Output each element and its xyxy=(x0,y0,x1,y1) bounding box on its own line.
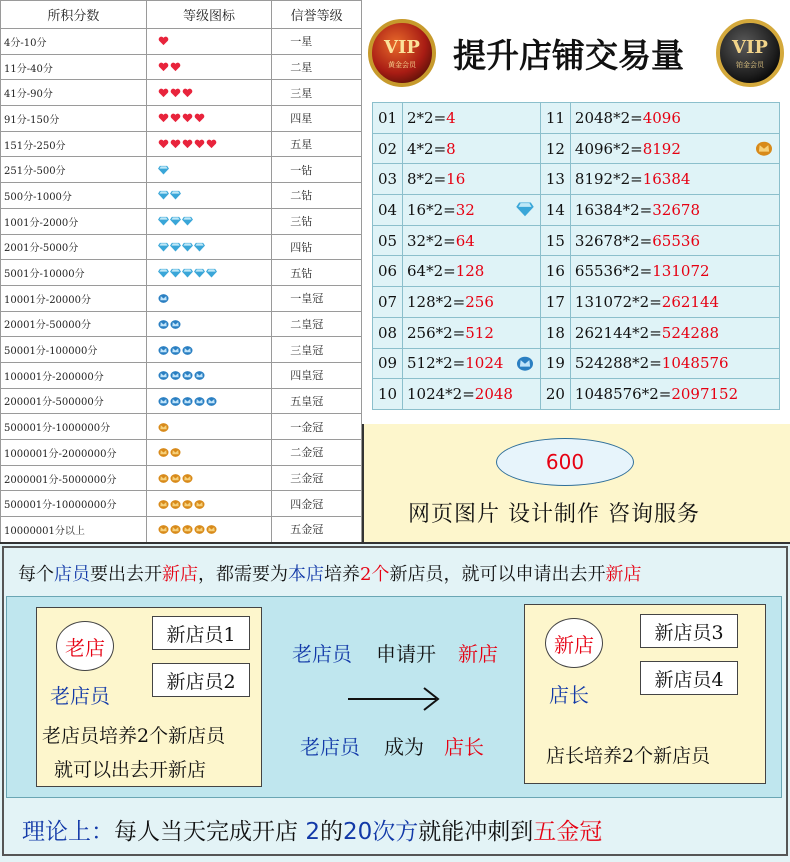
doubling-row xyxy=(373,133,780,164)
diamond-icon xyxy=(194,268,205,278)
step-number: 11 xyxy=(540,103,570,134)
new-staff-3-box: 新店员3 xyxy=(640,614,738,648)
rank-score-range: 20001分-50000分 xyxy=(1,311,147,337)
blue-crown-icon xyxy=(170,370,181,380)
mid-manager-label: 店长 xyxy=(444,735,484,759)
step-result: 32 xyxy=(455,200,475,219)
step-equation xyxy=(403,317,541,348)
blue-crown-icon xyxy=(158,370,169,380)
rank-table-header xyxy=(1,1,362,29)
rank-icons xyxy=(146,388,272,414)
blue-crown-icon xyxy=(170,319,181,329)
step-result: 128 xyxy=(455,262,485,281)
step-number: 13 xyxy=(540,164,570,195)
step-result: 2048 xyxy=(474,385,513,404)
rank-icons xyxy=(146,29,272,55)
manager-label: 店长 xyxy=(549,683,589,707)
step-number: 09 xyxy=(373,348,403,379)
blue-crown-icon xyxy=(194,370,205,380)
rank-score-range: 91分-150分 xyxy=(1,106,147,132)
old-store-circle: 老店 xyxy=(56,621,114,671)
gold-crown-icon xyxy=(170,524,181,534)
rank-icons xyxy=(146,260,272,286)
rank-row xyxy=(1,362,362,388)
rank-icons xyxy=(146,208,272,234)
rule-segment: 每个 xyxy=(18,564,54,585)
diamond-icon xyxy=(170,216,181,226)
rule-segment: 新店 xyxy=(605,564,642,585)
step-result: 16384 xyxy=(642,170,691,189)
rank-level: 四皇冠 xyxy=(272,362,362,388)
step-result: 64 xyxy=(455,231,475,250)
blue-crown-icon xyxy=(182,345,193,355)
rule-segment: 要出去开 xyxy=(90,564,162,585)
doubling-row xyxy=(373,225,780,256)
doubling-row xyxy=(373,256,780,287)
new-staff-1-box: 新店员1 xyxy=(152,616,250,650)
conclusion-reach: 就能冲刺到 xyxy=(418,819,534,845)
rank-row xyxy=(1,491,362,517)
step-expression: 32678*2= xyxy=(574,231,653,250)
old-staff-label: 老店员 xyxy=(50,684,110,708)
step-expression: 32*2= xyxy=(407,231,456,250)
rank-level: 四钻 xyxy=(272,234,362,260)
gold-crown-icon xyxy=(170,499,181,509)
step-equation xyxy=(403,225,541,256)
rank-icons xyxy=(146,183,272,209)
step-equation xyxy=(403,195,541,226)
blue-crown-icon xyxy=(158,293,169,303)
rank-level: 五金冠 xyxy=(272,517,362,543)
rank-level: 一钻 xyxy=(272,157,362,183)
step-expression: 64*2= xyxy=(407,262,456,281)
gold-crown-icon xyxy=(170,447,181,457)
step-result: 131072 xyxy=(652,262,710,281)
vip-left-label: VIP xyxy=(384,36,420,58)
step-number: 07 xyxy=(373,287,403,318)
promo-oval: 600 xyxy=(496,438,634,486)
rank-score-range: 11分-40分 xyxy=(1,54,147,80)
diamond-icon xyxy=(206,268,217,278)
rank-icons xyxy=(146,337,272,363)
rank-row xyxy=(1,54,362,80)
step-expression: 1024*2= xyxy=(407,385,475,404)
doubling-row xyxy=(373,103,780,134)
step-number: 04 xyxy=(373,195,403,226)
rank-row xyxy=(1,465,362,491)
diamond-icon xyxy=(182,216,193,226)
step-number: 10 xyxy=(373,379,403,410)
diamond-icon xyxy=(170,268,181,278)
blue-crown-icon xyxy=(182,396,193,406)
rank-row xyxy=(1,285,362,311)
vip-gold-badge-icon xyxy=(368,19,436,87)
step-expression: 4096*2= xyxy=(574,139,643,158)
rank-level: 三钻 xyxy=(272,208,362,234)
step-result: 65536 xyxy=(652,231,700,250)
rank-score-range: 100001分-200000分 xyxy=(1,362,147,388)
mid-apply-label: 申请开 xyxy=(376,642,436,666)
rank-row xyxy=(1,106,362,132)
heart-icon xyxy=(170,113,181,123)
diamond-icon xyxy=(516,201,534,217)
old-store-desc-2: 就可以出去开新店 xyxy=(54,759,207,781)
step-result: 16 xyxy=(446,170,466,189)
diamond-icon xyxy=(170,190,181,200)
rank-score-range: 151分-250分 xyxy=(1,131,147,157)
step-expression: 1048576*2= xyxy=(574,385,672,404)
mid-become-label: 成为 xyxy=(384,735,424,759)
heart-icon xyxy=(158,62,169,72)
step-result: 2097152 xyxy=(671,385,739,404)
rank-level: 三皇冠 xyxy=(272,337,362,363)
rule-sentence xyxy=(18,560,641,586)
heart-icon xyxy=(170,139,181,149)
rank-score-range: 200001分-500000分 xyxy=(1,388,147,414)
rank-row xyxy=(1,414,362,440)
rank-score-range: 4分-10分 xyxy=(1,29,147,55)
doubling-row xyxy=(373,287,780,318)
vip-right-label: VIP xyxy=(732,36,768,58)
heart-icon xyxy=(194,113,205,123)
step-equation xyxy=(403,103,541,134)
step-result: 512 xyxy=(465,323,494,342)
rank-score-range: 251分-500分 xyxy=(1,157,147,183)
rank-row xyxy=(1,260,362,286)
diamond-icon xyxy=(158,268,169,278)
rule-segment: 店员 xyxy=(54,564,90,585)
diamond-icon xyxy=(158,242,169,252)
step-expression: 8*2= xyxy=(407,170,447,189)
rank-score-range: 10000001分以上 xyxy=(1,517,147,543)
step-number: 12 xyxy=(540,133,570,164)
step-result: 1024 xyxy=(465,354,504,373)
conclusion-de: 的 xyxy=(319,819,343,845)
gold-crown-icon xyxy=(182,473,193,483)
rank-score-range: 2001分-5000分 xyxy=(1,234,147,260)
rank-row xyxy=(1,234,362,260)
rank-row xyxy=(1,388,362,414)
heart-icon xyxy=(158,36,169,46)
conclusion-power: 20次方 xyxy=(342,819,419,845)
step-result: 524288 xyxy=(661,323,720,342)
doubling-row xyxy=(373,195,780,226)
rule-segment: 培养 xyxy=(324,564,360,585)
step-equation xyxy=(570,379,779,410)
blue-crown-icon xyxy=(206,396,217,406)
arrow-right-icon xyxy=(346,684,442,714)
step-result: 4 xyxy=(446,108,456,127)
rank-level: 一皇冠 xyxy=(272,285,362,311)
heart-icon xyxy=(158,139,169,149)
gold-crown-icon xyxy=(158,447,169,457)
rule-segment: 新店员，就可以申请出去开 xyxy=(389,564,606,585)
gold-crown-icon xyxy=(182,524,193,534)
gold-crown-icon xyxy=(194,499,205,509)
rule-segment: 2个 xyxy=(360,564,390,585)
step-number: 18 xyxy=(540,317,570,348)
step-equation xyxy=(570,256,779,287)
rank-row xyxy=(1,80,362,106)
step-result: 8 xyxy=(446,139,456,158)
rank-level: 三金冠 xyxy=(272,465,362,491)
step-equation xyxy=(570,348,779,379)
rule-segment: 新店 xyxy=(162,564,198,585)
new-store-desc: 店长培养2个新店员 xyxy=(546,745,711,767)
gold-crown-icon xyxy=(158,499,169,509)
blue-crown-icon xyxy=(516,355,534,371)
diamond-icon xyxy=(170,242,181,252)
step-equation xyxy=(570,287,779,318)
step-result: 8192 xyxy=(642,139,681,158)
rank-level: 一金冠 xyxy=(272,414,362,440)
rank-score-range: 1001分-2000分 xyxy=(1,208,147,234)
step-expression: 524288*2= xyxy=(574,354,662,373)
rank-level: 一星 xyxy=(272,29,362,55)
heart-icon xyxy=(206,139,217,149)
step-number: 20 xyxy=(540,379,570,410)
header-icon: 等级图标 xyxy=(146,1,272,29)
rank-row xyxy=(1,131,362,157)
blue-crown-icon xyxy=(158,396,169,406)
rank-icons xyxy=(146,106,272,132)
step-number: 19 xyxy=(540,348,570,379)
mid-old-staff-1: 老店员 xyxy=(292,642,352,666)
conclusion-target: 五金冠 xyxy=(533,819,603,845)
mid-old-staff-2: 老店员 xyxy=(300,735,360,759)
step-number: 01 xyxy=(373,103,403,134)
rule-segment: ，都需要为 xyxy=(198,564,288,585)
step-equation xyxy=(570,317,779,348)
gold-crown-icon xyxy=(158,422,169,432)
step-expression: 256*2= xyxy=(407,323,466,342)
blue-crown-icon xyxy=(158,345,169,355)
step-number: 15 xyxy=(540,225,570,256)
vip-right-sub: 铂金会员 xyxy=(736,60,764,69)
step-number: 05 xyxy=(373,225,403,256)
doubling-row xyxy=(373,164,780,195)
rank-score-range: 2000001分-5000000分 xyxy=(1,465,147,491)
step-number: 14 xyxy=(540,195,570,226)
mid-new-store-label: 新店 xyxy=(458,642,498,666)
heart-icon xyxy=(170,62,181,72)
rank-score-range: 1000001分-2000000分 xyxy=(1,440,147,466)
header-level: 信誉等级 xyxy=(272,1,362,29)
rank-icons xyxy=(146,54,272,80)
heart-icon xyxy=(182,139,193,149)
page-title: 提升店铺交易量 xyxy=(453,36,684,75)
rank-icons xyxy=(146,517,272,543)
old-store-desc-1: 老店员培养2个新店员 xyxy=(42,725,226,747)
step-expression: 8192*2= xyxy=(574,170,643,189)
rank-icons xyxy=(146,440,272,466)
conclusion-line xyxy=(22,813,602,846)
step-number: 06 xyxy=(373,256,403,287)
heart-icon xyxy=(158,113,169,123)
rank-score-range: 500001分-10000000分 xyxy=(1,491,147,517)
rank-score-range: 50001分-100000分 xyxy=(1,337,147,363)
doubling-table xyxy=(372,102,780,410)
step-expression: 16*2= xyxy=(407,200,456,219)
step-expression: 2048*2= xyxy=(574,108,643,127)
step-number: 08 xyxy=(373,317,403,348)
rank-level: 五皇冠 xyxy=(272,388,362,414)
heart-icon xyxy=(158,88,169,98)
rank-icons xyxy=(146,491,272,517)
conclusion-body: 每人当天完成开店 xyxy=(114,819,306,845)
diamond-icon xyxy=(182,268,193,278)
rank-icons xyxy=(146,465,272,491)
step-equation xyxy=(403,164,541,195)
rank-row xyxy=(1,311,362,337)
rank-level: 二金冠 xyxy=(272,440,362,466)
rank-score-range: 10001分-20000分 xyxy=(1,285,147,311)
rank-level: 三星 xyxy=(272,80,362,106)
step-equation xyxy=(570,195,779,226)
gold-crown-icon xyxy=(755,140,773,156)
rank-icons xyxy=(146,234,272,260)
step-expression: 4*2= xyxy=(407,139,447,158)
gold-crown-icon xyxy=(170,473,181,483)
rank-level: 二星 xyxy=(272,54,362,80)
rank-icons xyxy=(146,157,272,183)
step-expression: 512*2= xyxy=(407,354,466,373)
step-equation xyxy=(403,348,541,379)
diamond-icon xyxy=(158,216,169,226)
rank-score-range: 41分-90分 xyxy=(1,80,147,106)
rank-icons xyxy=(146,80,272,106)
step-expression: 131072*2= xyxy=(574,292,662,311)
new-store-circle: 新店 xyxy=(545,618,603,668)
blue-crown-icon xyxy=(158,319,169,329)
step-expression: 128*2= xyxy=(407,292,466,311)
heart-icon xyxy=(182,113,193,123)
step-expression: 262144*2= xyxy=(574,323,662,342)
gold-crown-icon xyxy=(182,499,193,509)
step-result: 256 xyxy=(465,292,494,311)
step-equation xyxy=(570,133,779,164)
rank-row xyxy=(1,337,362,363)
conclusion-prefix: 理论上： xyxy=(22,819,114,845)
rank-icons xyxy=(146,311,272,337)
step-result: 262144 xyxy=(661,292,720,311)
step-result: 1048576 xyxy=(661,354,729,373)
promo-tagline: 网页图片 设计制作 咨询服务 xyxy=(408,502,700,527)
rank-row xyxy=(1,29,362,55)
heart-icon xyxy=(194,139,205,149)
rank-icons xyxy=(146,285,272,311)
diamond-icon xyxy=(158,190,169,200)
rank-level: 五钻 xyxy=(272,260,362,286)
blue-crown-icon xyxy=(170,396,181,406)
rank-row xyxy=(1,157,362,183)
step-equation xyxy=(570,225,779,256)
blue-crown-icon xyxy=(182,370,193,380)
blue-crown-icon xyxy=(170,345,181,355)
new-staff-2-box: 新店员2 xyxy=(152,663,250,697)
rank-level: 二皇冠 xyxy=(272,311,362,337)
gold-crown-icon xyxy=(158,524,169,534)
doubling-row xyxy=(373,379,780,410)
credit-rank-table xyxy=(0,0,362,543)
vip-platinum-badge-icon xyxy=(716,19,784,87)
blue-crown-icon xyxy=(194,396,205,406)
rank-icons xyxy=(146,131,272,157)
vip-left-sub: 黄金会员 xyxy=(388,60,416,69)
rank-row xyxy=(1,440,362,466)
rank-score-range: 5001分-10000分 xyxy=(1,260,147,286)
doubling-row xyxy=(373,348,780,379)
rank-icons xyxy=(146,362,272,388)
rank-score-range: 500分-1000分 xyxy=(1,183,147,209)
rank-level: 四星 xyxy=(272,106,362,132)
step-equation xyxy=(403,287,541,318)
new-staff-4-box: 新店员4 xyxy=(640,661,738,695)
step-expression: 16384*2= xyxy=(574,200,653,219)
step-equation xyxy=(403,133,541,164)
step-result: 4096 xyxy=(642,108,681,127)
step-number: 03 xyxy=(373,164,403,195)
diamond-icon xyxy=(158,165,169,175)
rank-row xyxy=(1,208,362,234)
step-number: 16 xyxy=(540,256,570,287)
step-expression: 65536*2= xyxy=(574,262,653,281)
rank-level: 二钻 xyxy=(272,183,362,209)
step-equation xyxy=(570,164,779,195)
rank-icons xyxy=(146,414,272,440)
step-equation xyxy=(403,256,541,287)
gold-crown-icon xyxy=(206,524,217,534)
diamond-icon xyxy=(182,242,193,252)
gold-crown-icon xyxy=(194,524,205,534)
diamond-icon xyxy=(194,242,205,252)
step-expression: 2*2= xyxy=(407,108,447,127)
heart-icon xyxy=(182,88,193,98)
gold-crown-icon xyxy=(158,473,169,483)
rule-segment: 本店 xyxy=(288,564,324,585)
rank-score-range: 500001分-1000000分 xyxy=(1,414,147,440)
rank-row xyxy=(1,517,362,543)
heart-icon xyxy=(170,88,181,98)
conclusion-base: 2 xyxy=(305,819,320,845)
step-number: 17 xyxy=(540,287,570,318)
doubling-row xyxy=(373,317,780,348)
header-score: 所积分数 xyxy=(1,1,147,29)
rank-row xyxy=(1,183,362,209)
step-equation xyxy=(570,103,779,134)
step-result: 32678 xyxy=(652,200,700,219)
doubling-panel xyxy=(362,100,790,424)
step-equation xyxy=(403,379,541,410)
step-number: 02 xyxy=(373,133,403,164)
rank-level: 五星 xyxy=(272,131,362,157)
rank-level: 四金冠 xyxy=(272,491,362,517)
